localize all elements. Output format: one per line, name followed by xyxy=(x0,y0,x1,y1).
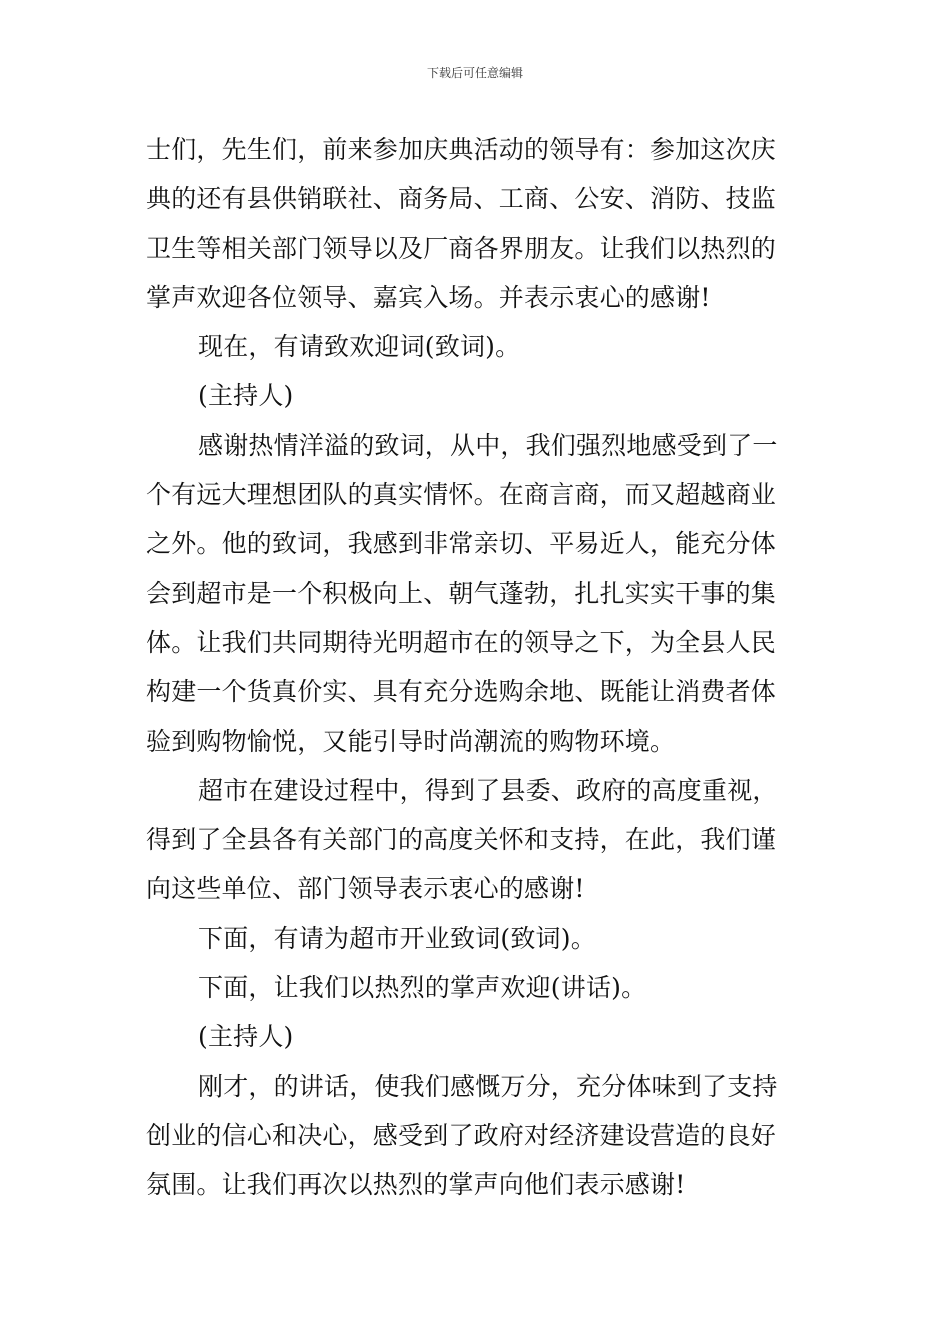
text-line: 构建一个货真价实、具有充分选购余地、既能让消费者体 xyxy=(146,677,777,707)
text-line: 卫生等相关部门领导以及厂商各界朋友。让我们以热烈的 xyxy=(146,233,777,263)
document-body xyxy=(146,125,808,1210)
text-line: 体。让我们共同期待光明超市在的领导之下，为全县人民 xyxy=(146,627,777,657)
text-line: 典的还有县供销联社、商务局、工商、公安、消防、技监 xyxy=(146,184,777,214)
text-line: 下面，有请为超市开业致词(致词)。 xyxy=(198,923,596,953)
text-line: 超市在建设过程中，得到了县委、政府的高度重视， xyxy=(198,775,778,805)
text-line: 会到超市是一个积极向上、朝气蓬勃，扎扎实实干事的集 xyxy=(146,578,777,608)
text-line: 掌声欢迎各位领导、嘉宾入场。并表示衷心的感谢! xyxy=(146,282,711,312)
text-line: 现在，有请致欢迎词(致词)。 xyxy=(198,332,521,362)
text-line: 创业的信心和决心，感受到了政府对经济建设营造的良好 xyxy=(146,1120,777,1150)
text-line: 验到购物愉悦，又能引导时尚潮流的购物环境。 xyxy=(146,726,676,756)
text-line: 下面，让我们以热烈的掌声欢迎(讲话)。 xyxy=(198,973,647,1003)
text-line: 向这些单位、部门领导表示衷心的感谢! xyxy=(146,874,585,904)
text-line: (主持人) xyxy=(198,1022,294,1052)
page-header: 下载后可任意编辑 xyxy=(426,66,523,80)
text-line: (主持人) xyxy=(198,381,294,411)
text-line: 之外。他的致词，我感到非常亲切、平易近人，能充分体 xyxy=(146,529,777,559)
text-line: 个有远大理想团队的真实情怀。在商言商，而又超越商业 xyxy=(146,480,777,510)
text-line: 得到了全县各有关部门的高度关怀和支持，在此，我们谨 xyxy=(146,825,777,855)
text-line: 士们，先生们，前来参加庆典活动的领导有：参加这次庆 xyxy=(146,135,777,164)
text-line: 氛围。让我们再次以热烈的掌声向他们表示感谢! xyxy=(146,1170,686,1200)
text-line: 刚才，的讲话，使我们感慨万分，充分体味到了支持 xyxy=(198,1071,778,1101)
text-line: 感谢热情洋溢的致词，从中，我们强烈地感受到了一 xyxy=(198,430,778,460)
